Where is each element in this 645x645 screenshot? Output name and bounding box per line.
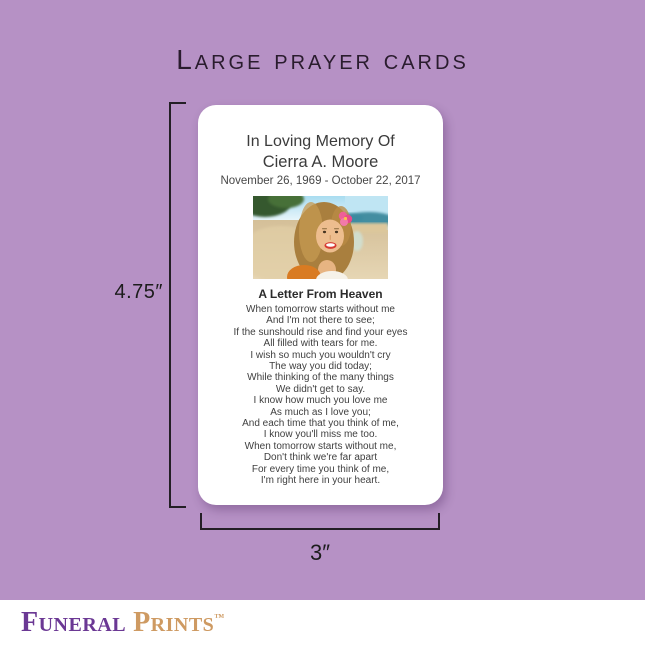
- poem-line: As much as I love you;: [270, 406, 371, 418]
- poem-line: I'm right here in your heart.: [260, 475, 381, 487]
- height-dimension-tick-top: [169, 102, 186, 104]
- life-dates: November 26, 1969 - October 22, 2017: [220, 175, 421, 187]
- height-dimension-tick-bottom: [169, 506, 186, 508]
- poem-line: All filled with tears for me.: [263, 338, 378, 350]
- height-dimension-line: [169, 102, 171, 508]
- width-dimension-tick-left: [200, 513, 202, 530]
- poem-title: A Letter From Heaven: [258, 287, 383, 301]
- poem-line: I know you'll miss me too.: [263, 429, 378, 441]
- poem-line: If the sunshould rise and find your eyes: [233, 326, 408, 338]
- poem-line: The way you did today;: [269, 361, 372, 373]
- poem-line: When tomorrow starts without me,: [244, 440, 397, 452]
- poem-line: When tomorrow starts without me: [246, 304, 395, 315]
- poem-line: We didn't get to say.: [275, 383, 366, 395]
- trademark-symbol: ™: [214, 612, 225, 624]
- poem-text: [198, 304, 443, 487]
- brand-word-prints: Prints: [133, 606, 215, 638]
- memorial-line: In Loving Memory Of: [246, 133, 395, 150]
- height-dimension-label: 4.75″: [114, 281, 163, 303]
- brand-logo: [21, 606, 225, 638]
- poem-line: Don't think we're far apart: [263, 452, 378, 464]
- brand-footer: [0, 600, 645, 645]
- poem-line: While thinking of the many things: [247, 372, 394, 384]
- beach-portrait-illustration: [253, 196, 388, 279]
- prayer-card: [198, 105, 443, 505]
- poem-line: And each time that you think of me,: [242, 418, 399, 430]
- poem-line: I know how much you love me: [253, 395, 388, 407]
- deceased-name: Cierra A. Moore: [262, 153, 379, 171]
- poem-line: I wish so much you wouldn't cry: [250, 349, 391, 361]
- width-dimension-line: [200, 528, 440, 530]
- width-dimension-label: 3″: [309, 540, 331, 565]
- brand-word-funeral: Funeral: [21, 606, 127, 638]
- page-title: Large prayer cards: [176, 44, 469, 75]
- poem-line: For every time you think of me,: [251, 463, 390, 475]
- poem-line: And I'm not there to see;: [266, 315, 375, 327]
- width-dimension-tick-right: [438, 513, 440, 530]
- portrait-photo: [253, 196, 388, 279]
